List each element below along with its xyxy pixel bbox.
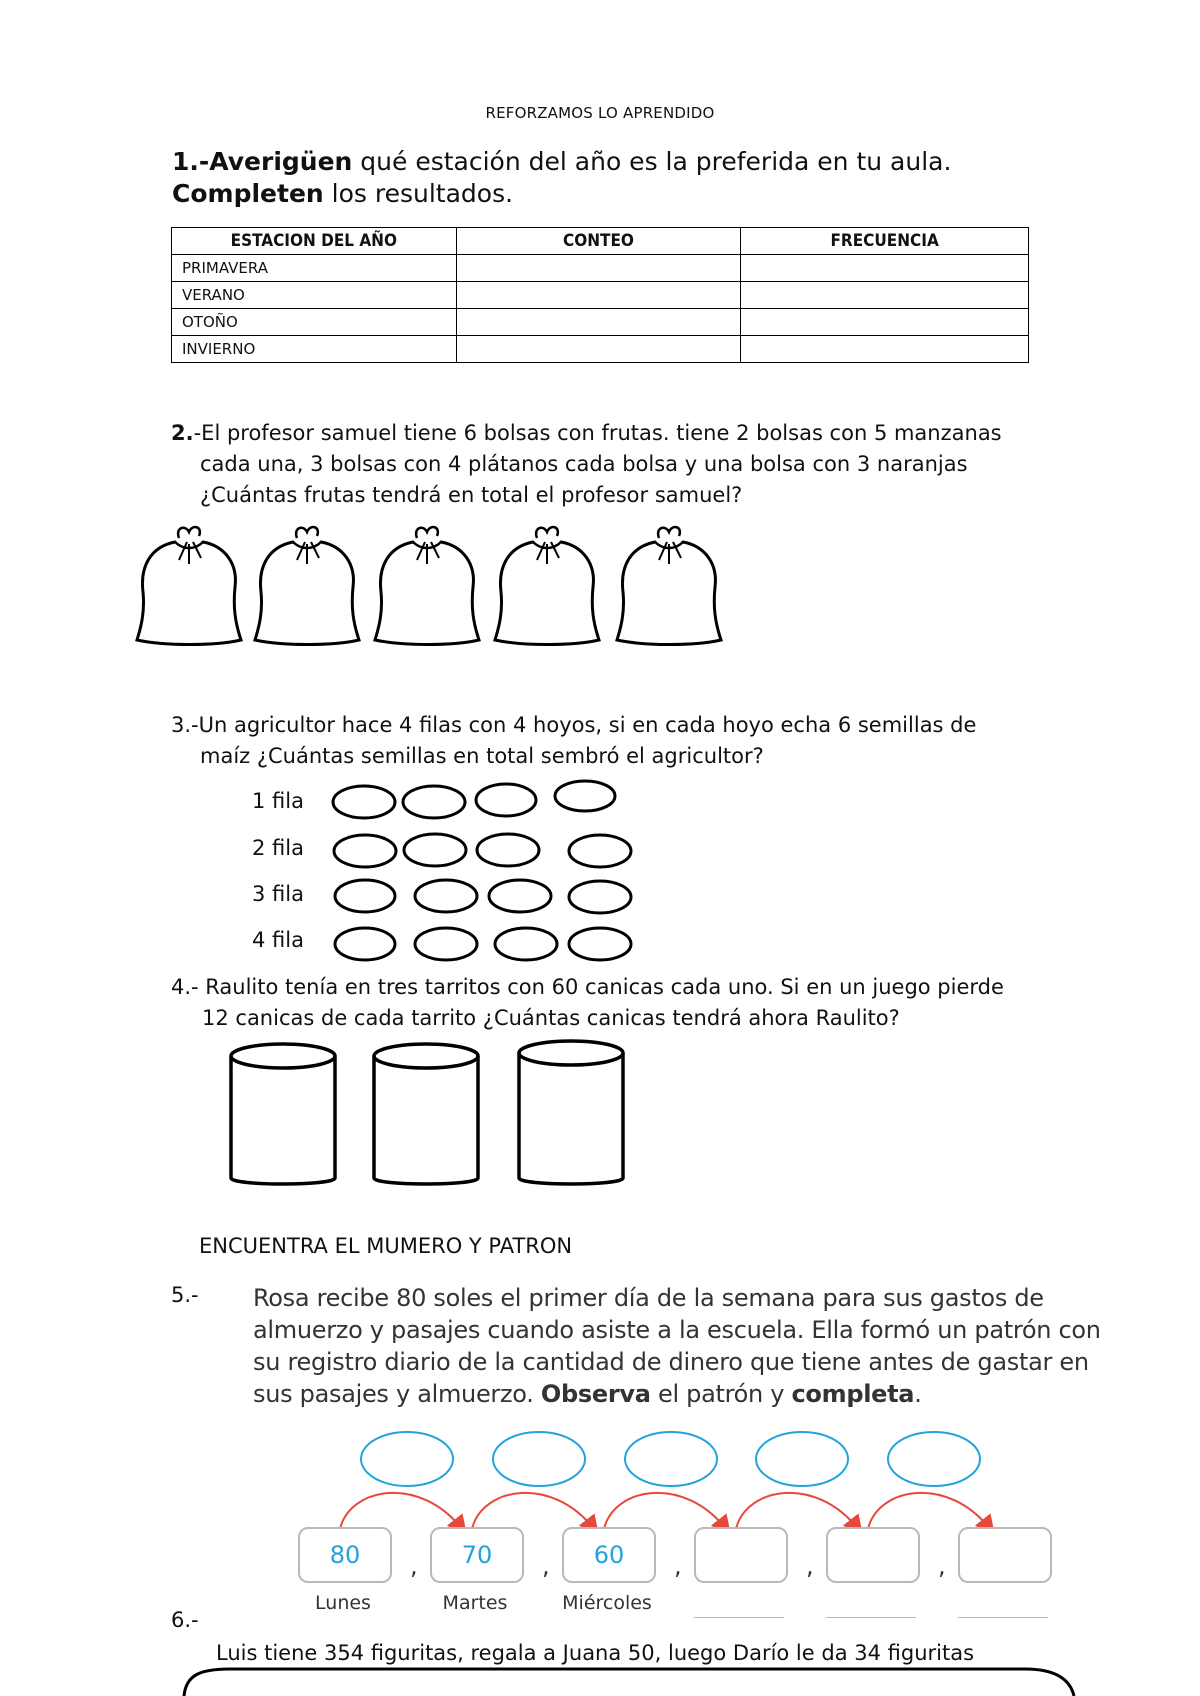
arrow-icon [340,1493,462,1529]
question-5-text [253,1282,1113,1410]
q6-text: Luis tiene 354 figuritas, regala a Juana 50, luego Darío le da 34 figuritas [216,1641,975,1665]
q5-line-4c: el patrón y [650,1380,792,1408]
bags-illustration [135,522,745,657]
row-label: 4 fila [252,928,304,952]
q2-line-1: -El profesor samuel tiene 6 bolsas con frutas. tiene 2 bolsas con 5 manzanas [193,421,1002,445]
hole-icon [569,835,631,867]
count-cell[interactable] [456,282,741,309]
day-blank-line[interactable] [826,1617,916,1618]
header-frequency: FRECUENCIA [741,228,1029,255]
pattern-value-box[interactable] [958,1527,1052,1583]
day-blank-line[interactable] [694,1617,784,1618]
q1-verb-1: Averigüen [209,147,353,176]
table-row [172,336,1029,363]
q3-line-2: maíz ¿Cuántas semillas en total sembró el agricultor? [200,744,764,768]
day-label: Lunes [315,1592,371,1614]
jars-illustration [225,1038,635,1190]
q5-line-3: su registro diario de la cantidad de dinero que tiene antes de gastar en [253,1348,1089,1376]
arrow-icon [604,1493,726,1529]
frequency-cell[interactable] [741,282,1029,309]
bag-icon [617,527,721,644]
difference-bubble [361,1432,453,1486]
season-cell: INVIERNO [172,336,457,363]
pattern-diagram [290,1425,1070,1535]
q1-text-2: los resultados. [323,179,514,208]
q1-verb-2: Completen [172,179,324,208]
table-row [172,282,1029,309]
worksheet-title: REFORZAMOS LO APRENDIDO [485,104,715,122]
holes-grid [320,775,640,965]
difference-bubble [888,1432,980,1486]
comma-separator: , [806,1552,814,1580]
q4-line-1: 4.- Raulito tenía en tres tarritos con 60 canicas cada uno. Si en un juego pierde [171,975,1004,999]
arrow-icon [736,1493,858,1529]
arrow-icon [868,1493,990,1529]
q2-line-2: cada una, 3 bolsas con 4 plátanos cada bolsa y una bolsa con 3 naranjas [200,452,968,476]
q5-line-4e: . [914,1380,922,1408]
day-blank-line[interactable] [958,1617,1048,1618]
hole-icon [333,786,395,818]
hole-icon [335,928,395,960]
q3-line-1: 3.-Un agricultor hace 4 filas con 4 hoyos, si en cada hoyo echa 6 semillas de [171,713,977,737]
q5-line-1: Rosa recibe 80 soles el primer día de la semana para sus gastos de [253,1284,1044,1312]
q5-line-2: almuerzo y pasajes cuando asiste a la escuela. Ella formó un patrón con [253,1316,1101,1344]
jar-icon [374,1044,478,1184]
row-label: 2 fila [252,836,304,860]
q6-number: 6.- [171,1608,199,1632]
pattern-value-box[interactable] [694,1527,788,1583]
arrow-icon [472,1493,594,1529]
frequency-table [171,227,1029,363]
season-cell: OTOÑO [172,309,457,336]
pattern-value-box[interactable]: 70 [430,1527,524,1583]
q4-line-2: 12 canicas de cada tarrito ¿Cuántas canicas tendrá ahora Raulito? [202,1006,900,1030]
hole-icon [555,781,615,811]
season-cell: PRIMAVERA [172,255,457,282]
question-1 [172,146,1072,210]
pattern-value-box[interactable]: 80 [298,1527,392,1583]
hole-icon [569,928,631,960]
bag-icon [255,527,359,644]
answer-box[interactable] [180,1665,1080,1696]
question-4 [171,972,1051,1034]
frequency-cell[interactable] [741,309,1029,336]
difference-bubble [756,1432,848,1486]
row-label: 1 fila [252,789,304,813]
q5-observe: Observa [540,1380,651,1408]
header-count: CONTEO [456,228,741,255]
table-row [172,309,1029,336]
q2-number: 2. [171,421,194,445]
day-label: Martes [442,1592,508,1614]
comma-separator: , [542,1552,550,1580]
section-title: ENCUENTRA EL MUMERO Y PATRON [199,1234,573,1258]
question-2 [171,418,1051,511]
q5-number: 5.- [171,1283,199,1307]
comma-separator: , [410,1552,418,1580]
question-3 [171,710,1031,772]
pattern-value-box[interactable]: 60 [562,1527,656,1583]
hole-icon [495,928,557,960]
bag-icon [137,527,241,644]
hole-icon [335,880,395,912]
jar-icon [231,1044,335,1184]
hole-icon [477,834,539,866]
difference-bubble [625,1432,717,1486]
hole-icon [415,880,477,912]
count-cell[interactable] [456,336,741,363]
season-cell: VERANO [172,282,457,309]
difference-bubble [493,1432,585,1486]
q2-line-3: ¿Cuántas frutas tendrá en total el profesor samuel? [200,483,743,507]
q1-text-1: qué estación del año es la preferida en tu aula. [352,147,952,176]
frequency-cell[interactable] [741,255,1029,282]
q5-complete: completa [791,1380,915,1408]
q1-number: 1.- [172,147,210,176]
hole-icon [415,928,477,960]
hole-icon [476,784,536,816]
hole-icon [404,834,466,866]
pattern-value-box[interactable] [826,1527,920,1583]
comma-separator: , [674,1552,682,1580]
count-cell[interactable] [456,309,741,336]
hole-icon [334,835,396,867]
frequency-cell[interactable] [741,336,1029,363]
q5-line-4a: sus pasajes y almuerzo. [253,1380,541,1408]
hole-icon [403,786,465,818]
bag-icon [495,527,599,644]
comma-separator: , [938,1552,946,1580]
header-season: ESTACION DEL AÑO [172,228,457,255]
row-label: 3 fila [252,882,304,906]
hole-icon [489,880,551,912]
day-label: Miércoles [562,1592,652,1614]
table-header-row [172,228,1029,255]
hole-icon [569,881,631,913]
jar-icon [519,1041,623,1184]
count-cell[interactable] [456,255,741,282]
bag-icon [375,527,479,644]
table-row [172,255,1029,282]
